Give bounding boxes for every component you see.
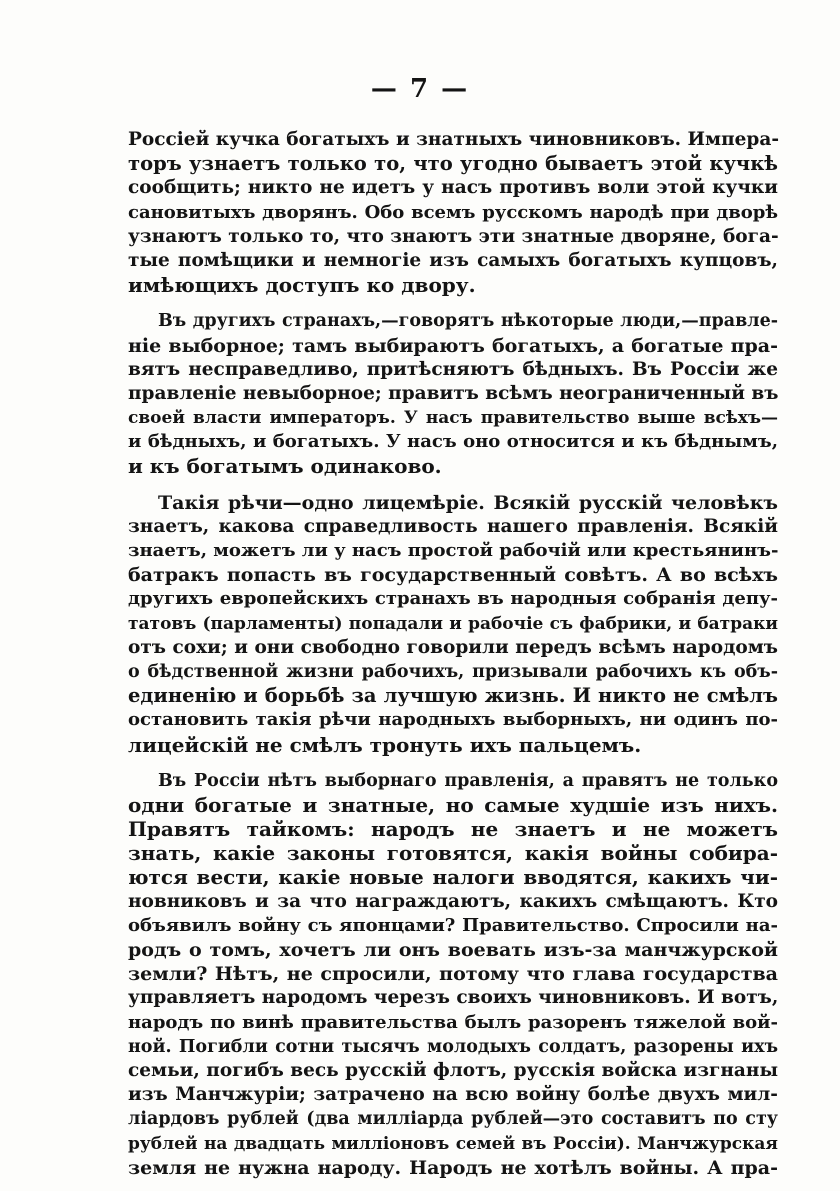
text-line: вятъ несправедливо, притѣсняютъ бѣдныхъ. Въ Россiи же [128,358,778,380]
text-line: знаетъ, какова справедливость нашего правленiя. Всякiй [128,515,778,537]
text-line: лiардовъ рублей (два миллiарда рублей—это составитъ по сту [128,1109,778,1130]
text-line: остановить такiя рѣчи народныхъ выборныхъ, ни одинъ по- [128,709,778,731]
text-line: Въ Россiи нѣтъ выборнаго правленiя, а правятъ не только [158,770,778,791]
paragraph [128,128,778,297]
text-line: семьи, погибъ весь русскiй флотъ, русскiя войска изгнаны [128,1059,778,1081]
text-line: тые помѣщики и немногiе изъ самыхъ богатыхъ купцовъ, [128,249,778,271]
text-line: сообщить; никто не идетъ у насъ противъ воли этой кучки [128,177,778,199]
paragraph [128,491,778,757]
text-line: Россiей кучка богатыхъ и знатныхъ чиновниковъ. Импера- [128,129,779,150]
text-line: и къ богатымъ одинаково. [128,454,442,479]
text-line: нiе выборное; тамъ выбираютъ богатыхъ, а богатые пра- [128,334,778,357]
paragraph [128,769,778,1180]
text-line: народъ по винѣ правительства былъ разоренъ тяжелой вой- [128,1011,778,1033]
text-line: земли? Нѣтъ, не спросили, потому что глава государства [128,963,778,986]
text-line: рублей на двадцать миллiоновъ семей въ Россiи). Манчжурская [128,1133,778,1154]
body-text [128,128,778,1192]
text-line: родъ о томъ, хочетъ ли онъ воевать изъ-за манчжурской [128,939,778,961]
text-line: знаетъ, можетъ ли у насъ простой рабочiй или крестьянинъ- [128,540,779,561]
text-line: единенiю и борьбѣ за лучшую жизнь. И никто не смѣлъ [128,684,778,708]
text-line: правленiе невыборное; правитъ всѣмъ неограниченный въ [128,382,779,404]
text-line: татовъ (парламенты) попадали и рабочiе съ фабрики, и батраки [128,613,778,634]
text-line: Правятъ тайкомъ: народъ не знаетъ и не можетъ [128,817,778,842]
text-line: отъ сохи; и они свободно говорили передъ всѣмъ народомъ [128,636,778,658]
text-line: ются вести, какiе новые налоги вводятся, какихъ чи- [128,865,778,890]
text-line: ной. Погибли сотни тысячъ молодыхъ солдатъ, разорены ихъ [128,1036,778,1057]
text-line: сановитыхъ дворянъ. Обо всемъ русскомъ народѣ при дворѣ [128,201,778,223]
text-line: своей власти императоръ. У насъ правительство выше всѣхъ— [128,408,778,429]
text-line: имѣющихъ доступъ ко двору. [128,273,476,298]
text-line: узнаютъ только то, что знаютъ эти знатные дворяне, бога- [128,225,779,247]
text-line: торъ узнаетъ только то, что угодно бываетъ этой кучкѣ [128,152,778,176]
text-line: объявилъ войну съ японцами? Правительство. Спросили на- [128,914,778,936]
page-number: — 7 — [370,74,470,104]
text-line: Такiя рѣчи—одно лицемѣрiе. Всякiй русскiй человѣкъ [158,491,778,514]
paragraph [128,309,778,478]
text-line: лицейскiй не смѣлъ тронуть ихъ пальцемъ. [128,732,642,757]
text-line: знать, какiе законы готовятся, какiя войны собира- [128,841,778,866]
text-line: и бѣдныхъ, и богатыхъ. У насъ оно относится и къ бѣднымъ, [128,431,778,453]
text-line: земля не нужна народу. Народъ не хотѣлъ войны. А пра- [128,1156,778,1179]
text-line: о бѣдственной жизни рабочихъ, призывали рабочихъ къ объ- [128,661,778,682]
text-line: одни богатые и знатные, но самые худшiе изъ нихъ. [128,792,778,817]
text-line: изъ Манчжурiи; затрачено на всю войну болѣе двухъ мил- [128,1084,778,1106]
text-line: новниковъ и за что награждаютъ, какихъ смѣщаютъ. Кто [128,890,778,912]
text-line: Въ другихъ странахъ,—говорятъ нѣкоторые люди,—правле- [158,311,778,332]
text-line: батракъ попасть въ государственный совѣтъ. А во всѣхъ [128,564,778,587]
text-line: управляетъ народомъ черезъ своихъ чиновниковъ. И вотъ, [128,987,779,1009]
text-line: другихъ европейскихъ странахъ въ народныя собранiя депу- [128,588,778,610]
